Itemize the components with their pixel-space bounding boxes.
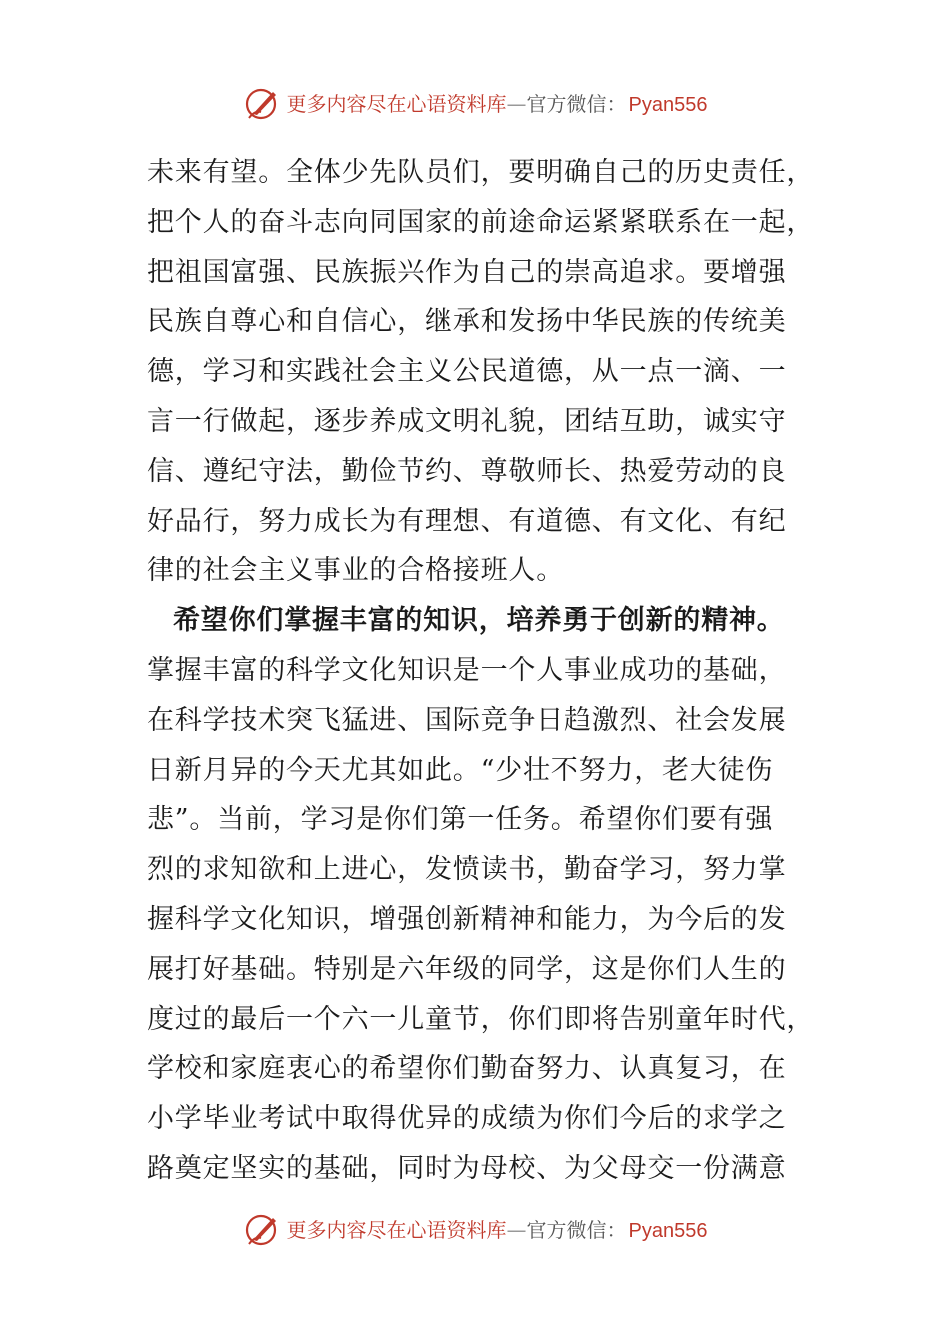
banner-title: 更多内容尽在心语资料库 — [286, 91, 507, 116]
text-line: 把祖国富强、民族振兴作为自己的崇高追求。要增强 — [147, 256, 787, 288]
text-line: 德，学习和实践社会主义公民道德，从一点一滴、一 — [147, 356, 787, 388]
text-line: 学校和家庭衷心的希望你们勤奋努力、认真复习，在 — [147, 1053, 787, 1085]
text-line: 信、遵纪守法，勤俭节约、尊敬师长、热爱劳动的良 — [147, 455, 787, 487]
text-line: 民族自尊心和自信心，继承和发扬中华民族的传统美 — [147, 306, 787, 338]
section-heading-line: 希望你们掌握丰富的知识，培养勇于创新的精神。 — [173, 605, 785, 637]
banner-separator: — — [506, 1217, 527, 1242]
header-banner — [0, 84, 950, 124]
text-line: 度过的最后一个六一儿童节，你们即将告别童年时代， — [147, 1003, 815, 1035]
text-line: 把个人的奋斗志向同国家的前途命运紧紧联系在一起， — [147, 206, 815, 238]
text-line: 烈的求知欲和上进心，发愤读书，勤奋学习，努力掌 — [147, 854, 787, 886]
text-line: 握科学文化知识，增强创新精神和能力，为今后的发 — [147, 903, 787, 935]
banner-title: 更多内容尽在心语资料库 — [286, 1217, 507, 1242]
document-body — [147, 148, 815, 1194]
text-line: 未来有望。全体少先队员们，要明确自己的历史责任， — [147, 157, 815, 188]
text-line: 路奠定坚实的基础，同时为母校、为父母交一份满意 — [147, 1152, 787, 1184]
text-line: 悲”。当前，学习是你们第一任务。希望你们要有强 — [147, 804, 774, 836]
text-line: 掌握丰富的科学文化知识是一个人事业成功的基础， — [147, 654, 787, 686]
footer-banner — [0, 1210, 950, 1250]
text-line: 言一行做起，逐步养成文明礼貌，团结互助，诚实守 — [147, 405, 787, 437]
text-line: 小学毕业考试中取得优异的成绩为你们今后的求学之 — [147, 1103, 787, 1135]
banner-wechat-id: Pyan556 — [628, 93, 708, 116]
text-line: 律的社会主义事业的合格接班人。 — [147, 555, 564, 587]
banner-wechat-id: Pyan556 — [628, 1219, 708, 1242]
banner-wechat-label: 官方微信： — [526, 1217, 627, 1242]
text-line: 好品行，努力成长为有理想、有道德、有文化、有纪 — [147, 505, 787, 537]
text-line: 日新月异的今天尤其如此。“少壮不努力，老大徒伤 — [147, 754, 774, 786]
quill-logo-icon — [243, 84, 283, 124]
banner-wechat-label: 官方微信： — [526, 91, 627, 116]
quill-logo-icon — [243, 1210, 283, 1250]
text-line: 展打好基础。特别是六年级的同学，这是你们人生的 — [147, 953, 787, 985]
banner-separator: — — [506, 91, 527, 116]
text-line: 在科学技术突飞猛进、国际竞争日趋激烈、社会发展 — [147, 704, 787, 736]
